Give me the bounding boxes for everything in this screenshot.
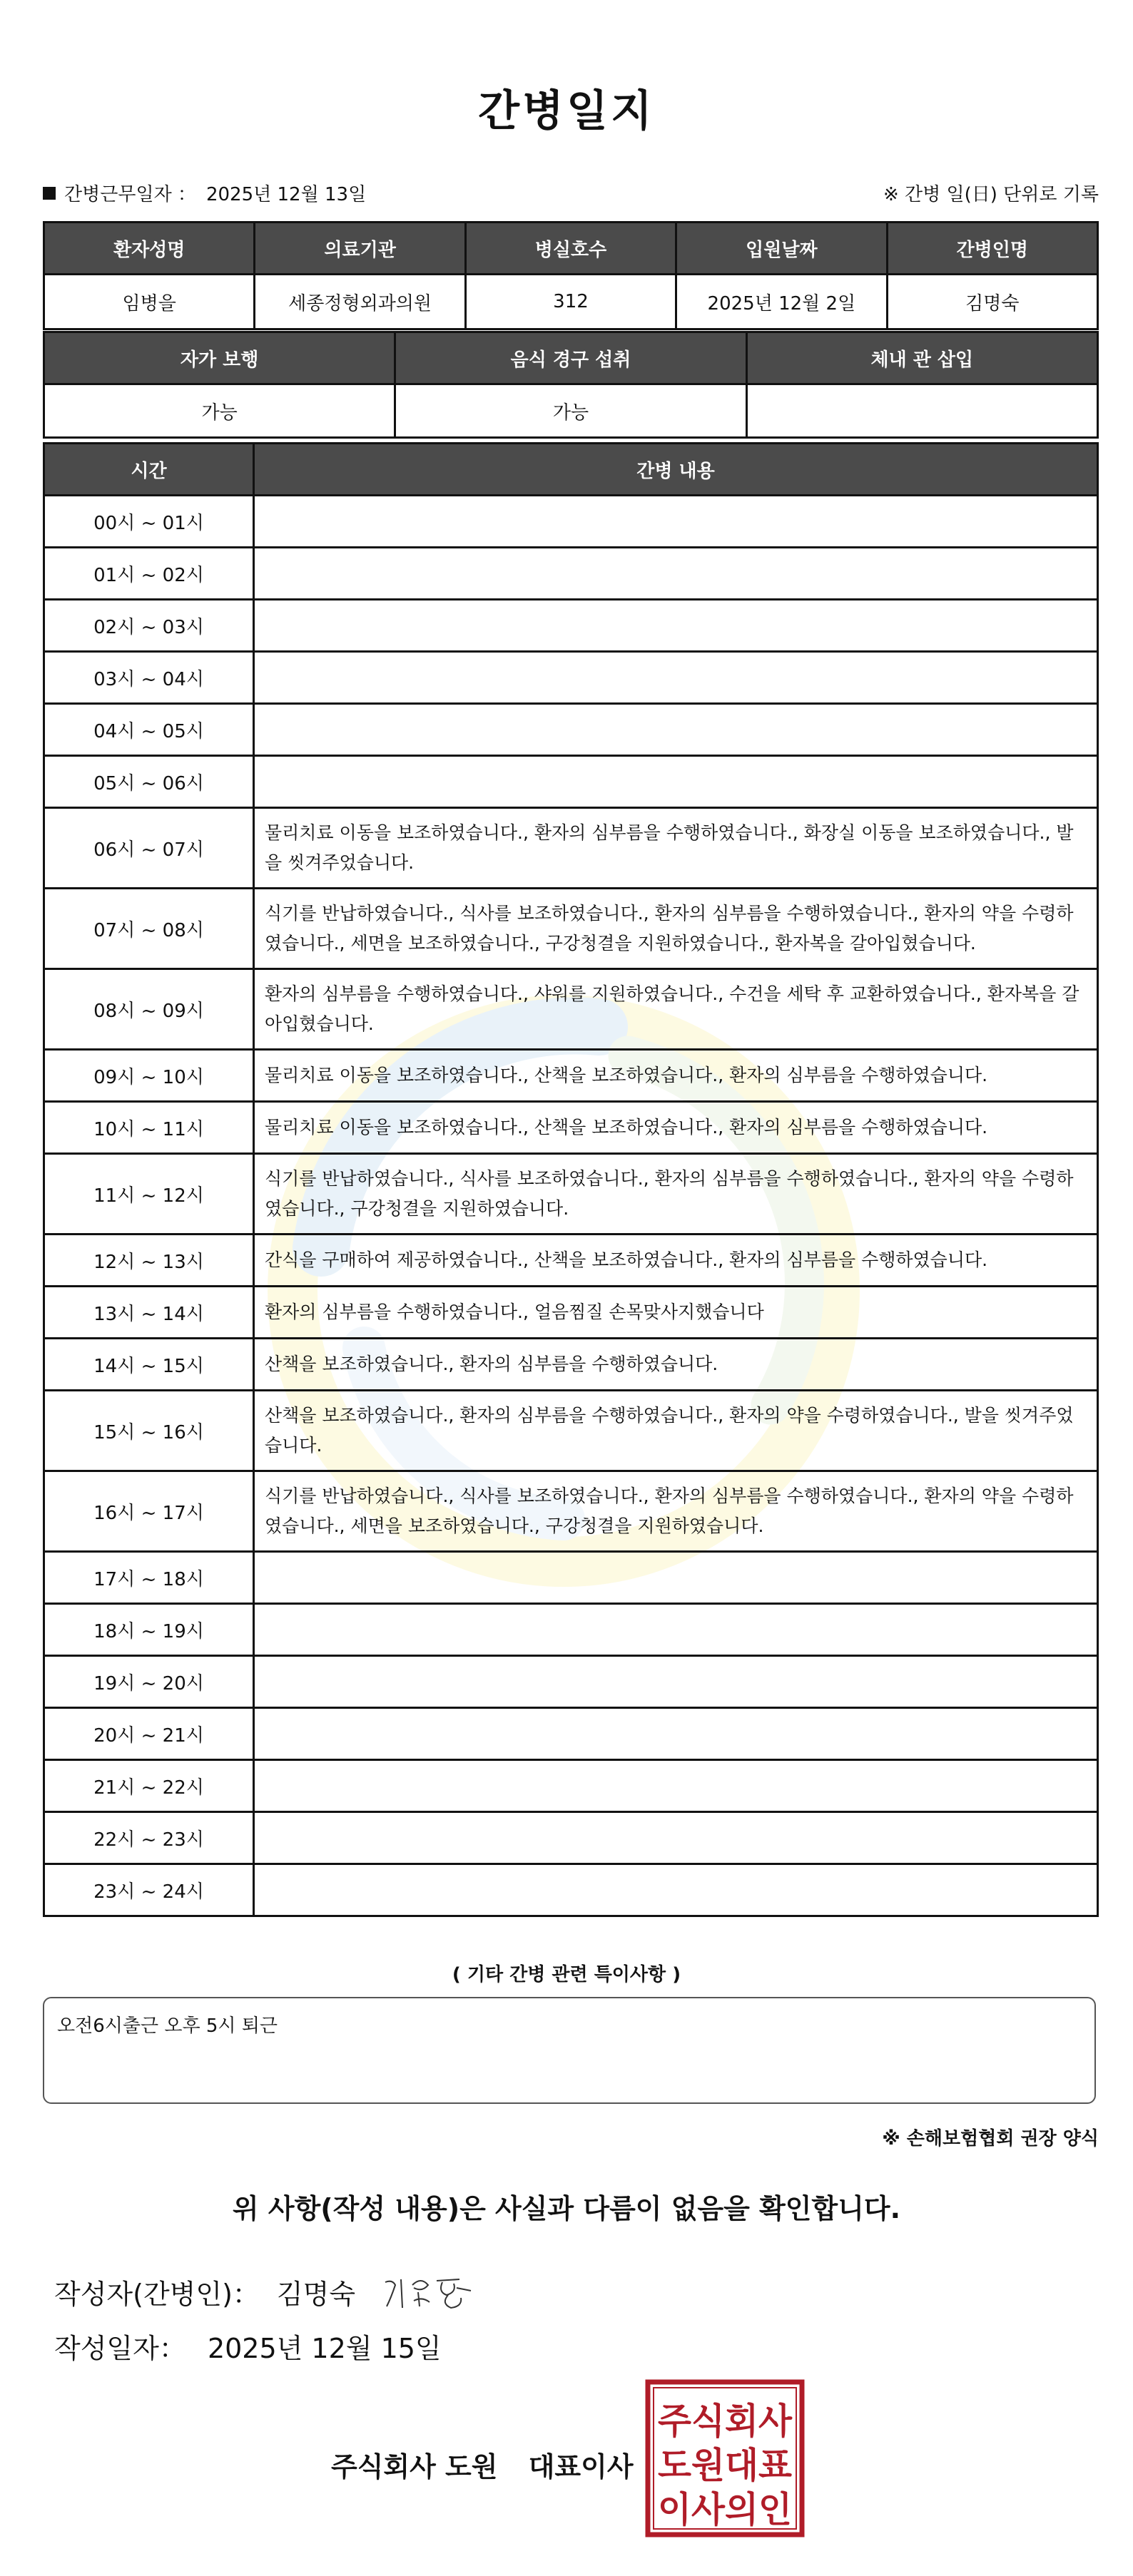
svg-text:이사의인: 이사의인 <box>658 2489 792 2530</box>
table-row <box>44 1552 1098 1604</box>
table-row <box>44 756 1098 808</box>
written-date-line <box>54 2326 442 2366</box>
time-slot: 11시 ~ 12시 <box>44 1154 254 1235</box>
header-patient-name: 환자성명 <box>44 223 255 275</box>
time-slot: 16시 ~ 17시 <box>44 1471 254 1552</box>
work-date-value: 2025년 12월 13일 <box>205 184 367 205</box>
table-row <box>44 275 1098 329</box>
table-row <box>44 1102 1098 1154</box>
notes-text: 오전6시출근 오후 5시 퇴근 <box>57 2015 278 2037</box>
header-room-number: 병실호수 <box>465 223 676 275</box>
time-slot: 21시 ~ 22시 <box>44 1760 254 1812</box>
svg-text:도원대표: 도원대표 <box>658 2445 793 2486</box>
time-slot: 12시 ~ 13시 <box>44 1235 254 1287</box>
patient-status-table <box>43 331 1099 439</box>
care-content <box>254 652 1098 704</box>
hospital-value: 세종정형외과의원 <box>255 275 465 329</box>
header-oral-intake: 음식 경구 섭취 <box>395 332 746 384</box>
caregiver-name-value: 김명숙 <box>887 275 1097 329</box>
writer-name: 김명숙 <box>276 2278 356 2310</box>
writer-line <box>54 2266 491 2316</box>
table-row <box>44 496 1098 548</box>
care-content <box>254 496 1098 548</box>
care-content: 간식을 구매하여 제공하였습니다., 산책을 보조하였습니다., 환자의 심부름을 수행하였습니다. <box>254 1235 1098 1287</box>
care-content: 식기를 반납하였습니다., 식사를 보조하였습니다., 환자의 심부름을 수행하였습니다., 환자의 약을 수령하였습니다., 세면을 보조하였습니다., 구강청결을 지원하였습니다. <box>254 1471 1098 1552</box>
care-content: 환자의 심부름을 수행하였습니다., 얼음찜질 손목맞사지했습니다 <box>254 1287 1098 1339</box>
table-row <box>44 1154 1098 1235</box>
table-row <box>44 1235 1098 1287</box>
time-slot: 17시 ~ 18시 <box>44 1552 254 1604</box>
table-row <box>44 1656 1098 1708</box>
table-header-row <box>44 444 1098 496</box>
care-content <box>254 1552 1098 1604</box>
care-content <box>254 1812 1098 1864</box>
time-slot: 23시 ~ 24시 <box>44 1864 254 1916</box>
time-slot: 14시 ~ 15시 <box>44 1339 254 1391</box>
time-slot: 13시 ~ 14시 <box>44 1287 254 1339</box>
room-number-value: 312 <box>465 275 676 329</box>
table-row <box>44 1287 1098 1339</box>
tube-insertion-value <box>746 384 1097 438</box>
work-date <box>43 180 366 206</box>
care-content <box>254 1708 1098 1760</box>
header-tube-insertion: 체내 관 삽입 <box>746 332 1097 384</box>
svg-text:주식회사: 주식회사 <box>658 2401 793 2442</box>
time-slot: 19시 ~ 20시 <box>44 1656 254 1708</box>
care-content: 환자의 심부름을 수행하였습니다., 샤워를 지원하였습니다., 수건을 세탁 후 교환하였습니다., 환자복을 갈아입혔습니다. <box>254 969 1098 1050</box>
time-slot: 05시 ~ 06시 <box>44 756 254 808</box>
time-slot: 02시 ~ 03시 <box>44 600 254 652</box>
table-row <box>44 1050 1098 1102</box>
table-row <box>44 1864 1098 1916</box>
table-row <box>44 384 1098 438</box>
table-row <box>44 1391 1098 1471</box>
admission-date-value: 2025년 12월 2일 <box>676 275 887 329</box>
unit-note: ※ 간병 일(日) 단위로 기록 <box>883 184 1099 205</box>
header-admission-date: 입원날짜 <box>676 223 887 275</box>
written-date-label: 작성일자： <box>54 2333 186 2364</box>
table-row <box>44 652 1098 704</box>
notes-title: ( 기타 간병 관련 특이사항 ) <box>452 1964 681 1985</box>
oral-intake-value: 가능 <box>395 384 746 438</box>
patient-info-table <box>43 221 1099 330</box>
table-row <box>44 969 1098 1050</box>
document-title: 간병일지 <box>478 86 655 136</box>
company-seal-stamp <box>645 2379 805 2537</box>
time-slot: 04시 ~ 05시 <box>44 704 254 756</box>
table-header-row <box>44 223 1098 275</box>
confirmation-statement: 위 사항(작성 내용)은 사실과 다름이 없음을 확인합니다. <box>232 2193 901 2224</box>
table-row <box>44 1760 1098 1812</box>
care-content <box>254 600 1098 652</box>
company-ceo-title: 대표이사 <box>528 2451 634 2483</box>
care-log-table <box>43 442 1099 1917</box>
care-content <box>254 548 1098 600</box>
care-content <box>254 1604 1098 1656</box>
notes-box <box>43 1997 1096 2104</box>
form-source-note: ※ 손해보험협회 권장 양식 <box>882 2128 1099 2150</box>
header-time: 시간 <box>44 444 254 496</box>
time-slot: 03시 ~ 04시 <box>44 652 254 704</box>
work-date-label: 간병근무일자 ： <box>64 184 196 205</box>
header-self-walking: 자가 보행 <box>44 332 395 384</box>
care-content: 산책을 보조하였습니다., 환자의 심부름을 수행하였습니다., 환자의 약을 수령하였습니다., 발을 씻겨주었습니다. <box>254 1391 1098 1471</box>
time-slot: 01시 ~ 02시 <box>44 548 254 600</box>
table-header-row <box>44 332 1098 384</box>
time-slot: 20시 ~ 21시 <box>44 1708 254 1760</box>
company-name: 주식회사 도원 <box>331 2451 498 2483</box>
table-row <box>44 1708 1098 1760</box>
table-row <box>44 600 1098 652</box>
written-date-value: 2025년 12월 15일 <box>207 2333 442 2364</box>
time-slot: 22시 ~ 23시 <box>44 1812 254 1864</box>
care-content <box>254 756 1098 808</box>
table-row <box>44 1604 1098 1656</box>
self-walking-value: 가능 <box>44 384 395 438</box>
care-content: 산책을 보조하였습니다., 환자의 심부름을 수행하였습니다. <box>254 1339 1098 1391</box>
time-slot: 07시 ~ 08시 <box>44 889 254 969</box>
care-content: 물리치료 이동을 보조하였습니다., 산책을 보조하였습니다., 환자의 심부름을 수행하였습니다. <box>254 1102 1098 1154</box>
time-slot: 10시 ~ 11시 <box>44 1102 254 1154</box>
care-content <box>254 1864 1098 1916</box>
table-row <box>44 1339 1098 1391</box>
meta-row <box>43 180 1099 208</box>
care-content: 식기를 반납하였습니다., 식사를 보조하였습니다., 환자의 심부름을 수행하였습니다., 환자의 약을 수령하였습니다., 세면을 보조하였습니다., 구강청결을 지원하였습니다., 환자복을 갈아입혔습니다. <box>254 889 1098 969</box>
header-hospital: 의료기관 <box>255 223 465 275</box>
time-slot: 18시 ~ 19시 <box>44 1604 254 1656</box>
care-content <box>254 704 1098 756</box>
table-row <box>44 808 1098 889</box>
time-slot: 15시 ~ 16시 <box>44 1391 254 1471</box>
time-slot: 06시 ~ 07시 <box>44 808 254 889</box>
table-row <box>44 548 1098 600</box>
table-row <box>44 1812 1098 1864</box>
care-content: 물리치료 이동을 보조하였습니다., 산책을 보조하였습니다., 환자의 심부름을 수행하였습니다. <box>254 1050 1098 1102</box>
table-row <box>44 1471 1098 1552</box>
care-content <box>254 1760 1098 1812</box>
care-content <box>254 1656 1098 1708</box>
header-care-content: 간병 내용 <box>254 444 1098 496</box>
signature-image <box>377 2266 491 2316</box>
writer-label: 작성자(간병인)： <box>54 2278 260 2310</box>
time-slot: 08시 ~ 09시 <box>44 969 254 1050</box>
square-bullet-icon <box>43 187 56 200</box>
table-row <box>44 704 1098 756</box>
care-content: 물리치료 이동을 보조하였습니다., 환자의 심부름을 수행하였습니다., 화장실 이동을 보조하였습니다., 발을 씻겨주었습니다. <box>254 808 1098 889</box>
care-content: 식기를 반납하였습니다., 식사를 보조하였습니다., 환자의 심부름을 수행하였습니다., 환자의 약을 수령하였습니다., 구강청결을 지원하였습니다. <box>254 1154 1098 1235</box>
time-slot: 00시 ~ 01시 <box>44 496 254 548</box>
table-row <box>44 889 1098 969</box>
patient-name-value: 임병을 <box>44 275 255 329</box>
time-slot: 09시 ~ 10시 <box>44 1050 254 1102</box>
header-caregiver-name: 간병인명 <box>887 223 1097 275</box>
company-line <box>331 2445 634 2484</box>
